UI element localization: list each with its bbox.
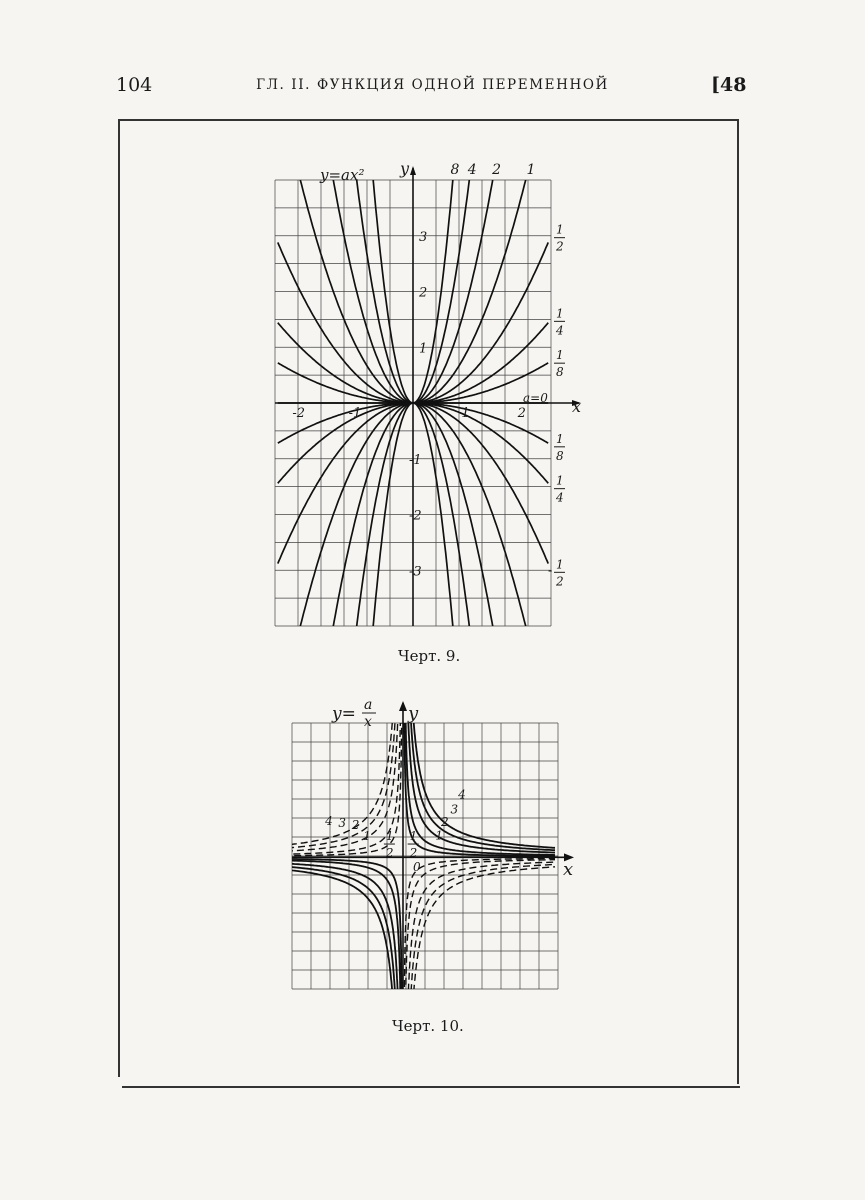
- figure-9-right-label-den: 8: [556, 448, 564, 463]
- dashed-hyperbola-a--3: [404, 865, 555, 1006]
- figure-9-top-label: 1: [526, 162, 536, 178]
- figure-9-caption: Черт. 9.: [398, 647, 461, 665]
- figure-9-y-tick: 3: [419, 229, 428, 245]
- figure-10-right-label: 3: [450, 802, 459, 817]
- running-head: ГЛ. II. ФУНКЦИЯ ОДНОЙ ПЕРЕМЕННОЙ: [256, 77, 609, 93]
- svg-text:y=: y=: [332, 704, 356, 724]
- figure-10-left-label: 3: [338, 815, 347, 830]
- figure-9-right-label-den: 4: [556, 490, 564, 505]
- figure-9-x-tick: 1: [461, 406, 470, 421]
- frame-top-rule: [118, 119, 738, 121]
- figure-9-y-tick: -1: [409, 452, 422, 468]
- figure-10-left-half-label-den: 2: [385, 846, 394, 861]
- figure-9-right-label-den: 2: [556, 574, 564, 589]
- solid-hyperbola-a-0.5: [404, 695, 555, 856]
- figure-9-x-tick: -2: [292, 406, 306, 421]
- figure-9-formula: y=ax²: [320, 166, 365, 184]
- dashed-hyperbola-a--2: [404, 862, 555, 1005]
- figure-9-right-label-den: 4: [556, 323, 564, 338]
- figure-9-y-tick: -2: [409, 508, 422, 524]
- page-header: [0, 74, 865, 102]
- figure-10-hyperbolas: [280, 695, 590, 1005]
- figure-10-y-arrow: [399, 701, 407, 711]
- figure-9-y-tick: -3: [409, 564, 422, 580]
- figure-10-left-half-label-num: 1: [385, 829, 394, 844]
- section-number: [48: [711, 74, 747, 96]
- frame-left-rule: [118, 119, 120, 1077]
- figure-9-top-label: 8: [450, 162, 460, 178]
- figure-9-right-label-num: 1: [556, 557, 564, 572]
- figure-10-origin-label: 0: [413, 860, 421, 874]
- figure-9-x-axis-label: x: [572, 397, 582, 416]
- figure-9-right-label-num: 1: [556, 348, 564, 363]
- figure-9-zero-label: a=0: [523, 391, 548, 405]
- figure-10-x-axis-label: x: [563, 859, 574, 880]
- figure-9-top-label: 2: [492, 162, 501, 178]
- frame-bottom-rule: [122, 1086, 740, 1088]
- figure-10-caption: Черт. 10.: [392, 1017, 464, 1035]
- figure-9-right-label-sign: -: [548, 563, 553, 579]
- figure-9-x-tick: -1: [348, 406, 362, 421]
- figure-10-y-axis-label: y: [408, 703, 419, 724]
- figure-9-right-label-den: 8: [556, 365, 564, 380]
- figure-9-top-label: 4: [467, 162, 477, 178]
- figure-10-left-label: 2: [351, 817, 360, 832]
- figure-10-left-label: 4: [325, 814, 333, 829]
- figure-10-formula: [331, 697, 376, 730]
- figure-10-right-label: 4: [458, 787, 466, 802]
- svg-text:a: a: [364, 697, 373, 713]
- figure-9-parabolas: [240, 150, 600, 640]
- figure-9-y-arrow: [410, 166, 416, 175]
- figure-10-right-half-label-den: 2: [409, 846, 418, 861]
- figure-10-curves: [280, 695, 555, 1005]
- figure-9-right-label-num: 1: [556, 222, 564, 237]
- figure-10-left-label: 1: [363, 829, 371, 844]
- solid-hyperbola-a-1: [404, 695, 555, 855]
- frame-right-rule: [737, 119, 739, 1084]
- figure-10-right-label: 2: [441, 814, 449, 829]
- figure-9-right-label-den: 2: [556, 239, 564, 254]
- figure-9-y-axis-label: y: [400, 159, 410, 178]
- figure-9-x-tick: 2: [517, 406, 526, 421]
- svg-text:x: x: [364, 714, 372, 730]
- figure-10-right-half-label-num: 1: [409, 829, 418, 844]
- figure-9-y-tick: 2: [419, 285, 428, 301]
- figure-9-right-label-num: 1: [556, 306, 564, 321]
- solid-hyperbola-a-2: [404, 695, 555, 853]
- figure-9-right-label-num: 1: [556, 431, 564, 446]
- figure-9-right-label-num: 1: [556, 473, 564, 488]
- page-number: 104: [116, 74, 153, 96]
- figure-10-right-label: 1: [435, 828, 443, 843]
- figure-9-y-tick: 1: [419, 341, 428, 357]
- solid-hyperbola-a-4: [280, 867, 402, 1005]
